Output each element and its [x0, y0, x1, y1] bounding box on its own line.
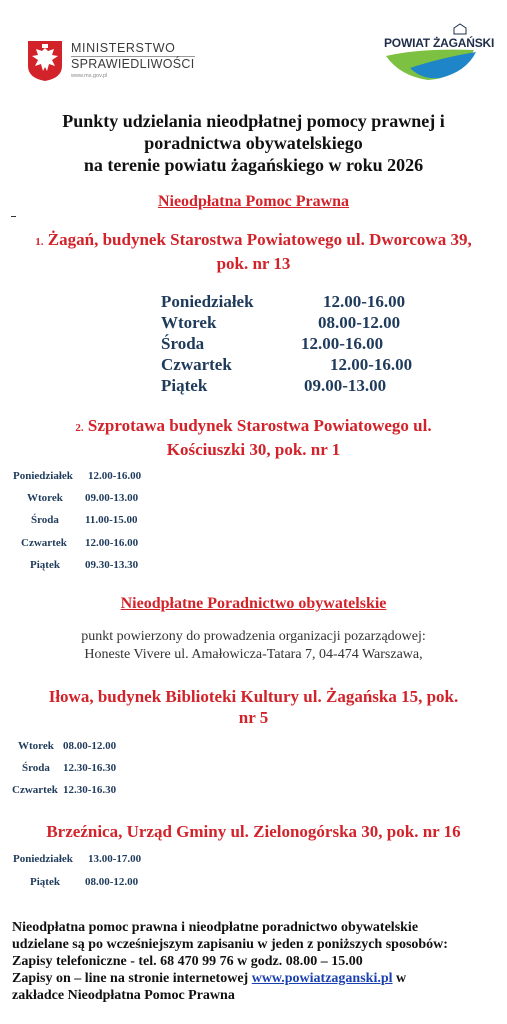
county-landscape-icon [380, 22, 480, 84]
location-number: 2. [75, 422, 84, 434]
registration-line2: udzielane są po wcześniejszym zapisaniu w jeden z poniższych sposobów: [12, 937, 448, 952]
registration-online [12, 970, 502, 987]
schedule-day: Poniedziałek [13, 470, 73, 482]
ministry-url: www.ms.gov.pl [71, 73, 108, 80]
schedule-hours: 08.00-12.00 [85, 876, 139, 888]
registration-online-prefix: Zapisy on – line na stronie internetowej [12, 971, 252, 986]
schedule-hours: 09.00-13.00 [85, 492, 139, 504]
schedule-day: Środa [22, 762, 50, 774]
location-ilowa [0, 686, 507, 728]
ministry-name-line1: MINISTERSTWO [71, 40, 176, 55]
polish-eagle-icon [27, 40, 63, 82]
registration-line1: Nieodpłatna pomoc prawna i nieodpłatne poradnictwo obywatelskie [12, 920, 419, 935]
schedule-hours: 12.00-16.00 [85, 537, 139, 549]
schedule-day: Środa [161, 334, 205, 353]
schedule-hours: 08.00-12.00 [63, 740, 117, 752]
registration-online-suffix: w [392, 971, 407, 986]
registration-line5: zakładce Nieodpłatna Pomoc Prawna [12, 988, 235, 1003]
ngo-note [0, 628, 507, 664]
schedule-hours: 13.00-17.00 [88, 853, 142, 865]
schedule-hours: 09.30-13.30 [85, 559, 139, 571]
title-line3: na terenie powiatu żagańskiego w roku 2026 [83, 155, 424, 175]
location-brzeznica: Brzeźnica, Urząd Gminy ul. Zielonogórska 30, pok. nr 16 [46, 822, 461, 841]
schedule-day: Poniedziałek [13, 853, 73, 865]
schedule-day: Wtorek [161, 313, 217, 332]
schedule-day: Piątek [30, 559, 60, 571]
registration-phone: Zapisy telefoniczne - tel. 68 470 99 76 w godz. 08.00 – 15.00 [12, 954, 363, 969]
schedule-day: Wtorek [27, 492, 63, 504]
ngo-note-line1: punkt powierzony do prowadzenia organizacji pozarządowej: [81, 629, 426, 644]
location-line2: pok. nr 13 [216, 254, 291, 273]
schedule-hours: 11.00-15.00 [85, 514, 138, 526]
section-heading-legal-aid: Nieodpłatna Pomoc Prawna [157, 193, 350, 210]
ministry-name-line2: SPRAWIEDLIWOŚCI [71, 57, 195, 72]
schedule-day: Czwartek [21, 537, 67, 549]
schedule-day: Piątek [30, 876, 60, 888]
schedule-hours: 12.00-16.00 [301, 334, 384, 353]
divider-mark [11, 216, 16, 217]
title-line2: poradnictwa obywatelskiego [144, 133, 363, 153]
location-line2: nr 5 [238, 708, 269, 727]
location-line1: Iłowa, budynek Biblioteki Kultury ul. Żagańska 15, pok. [48, 687, 459, 706]
schedule-hours: 09.00-13.00 [304, 376, 387, 395]
schedule-day: Czwartek [12, 784, 58, 796]
schedule-hours: 12.00-16.00 [88, 470, 142, 482]
county-logo-text: POWIAT ŻAGAŃSKI [384, 36, 495, 50]
schedule-hours: 12.30-16.30 [63, 762, 117, 774]
location-line2: Kościuszki 30, pok. nr 1 [166, 440, 341, 459]
schedule-hours: 12.00-16.00 [330, 355, 413, 374]
location-zagan [0, 229, 507, 274]
schedule-hours: 08.00-12.00 [318, 313, 401, 332]
schedule-hours: 12.30-16.30 [63, 784, 117, 796]
ngo-note-line2: Honeste Vivere ul. Amałowicza-Tatara 7, 04-474 Warszawa, [84, 647, 423, 662]
schedule-day: Wtorek [18, 740, 54, 752]
schedule-day: Piątek [161, 376, 208, 395]
ministry-logo [27, 40, 195, 82]
schedule-hours: 12.00-16.00 [323, 292, 406, 311]
schedule-day: Poniedziałek [161, 292, 254, 311]
location-line1: Szprotawa budynek Starostwa Powiatowego ul. [87, 416, 432, 435]
page-title [0, 110, 507, 176]
schedule-day: Czwartek [161, 355, 232, 374]
location-line1: Żagań, budynek Starostwa Powiatowego ul. Dworcowa 39, [47, 230, 472, 249]
location-number: 1. [35, 236, 44, 248]
county-logo [380, 22, 495, 84]
registration-info [12, 919, 502, 1004]
title-line1: Punkty udzielania nieodpłatnej pomocy prawnej i [62, 111, 445, 131]
location-szprotawa [0, 415, 507, 460]
schedule-day: Środa [31, 514, 59, 526]
county-website-link[interactable]: www.powiatzaganski.pl [251, 971, 393, 986]
section-heading-civic-advice: Nieodpłatne Poradnictwo obywatelskie [120, 595, 387, 612]
